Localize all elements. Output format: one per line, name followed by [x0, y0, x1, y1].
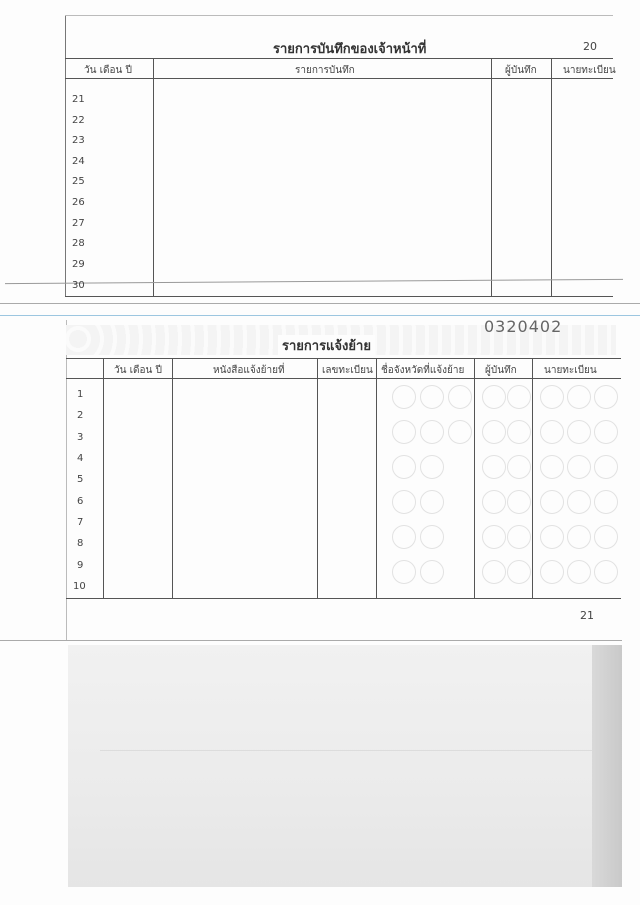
page2-col-divider-4	[376, 358, 377, 598]
scan-faint-line	[100, 750, 592, 751]
page2-header-date: วัน เดือน ปี	[114, 365, 162, 376]
page1-row-number: 25	[72, 176, 85, 187]
scan-shadow-edge	[592, 645, 622, 887]
page2-row-number: 6	[77, 496, 84, 507]
page1-col-divider-1	[153, 58, 154, 296]
page2-col-divider-3	[317, 358, 318, 598]
page2-header-reg-no: เลขทะเบียน	[322, 365, 373, 376]
page2-row-number: 1	[77, 389, 84, 400]
page1-header-date: วัน เดือน ปี	[84, 65, 132, 76]
page2-bottom-line	[66, 598, 621, 599]
page2-row-number: 2	[77, 410, 84, 421]
page2-page-number: 21	[580, 609, 594, 622]
scan-separator-line	[0, 303, 640, 304]
page1-row-number: 26	[72, 197, 85, 208]
page1-header-entry: รายการบันทึก	[295, 65, 355, 76]
page2-header-bottom-line	[66, 378, 621, 379]
page2-bottom-edge	[0, 640, 622, 641]
page2-serial-number: 0320402	[484, 317, 563, 336]
page1-row-number: 28	[72, 238, 85, 249]
scan-separator-line-blue	[0, 315, 640, 316]
page1-row-number: 30	[72, 280, 85, 291]
page1-row-number: 24	[72, 156, 85, 167]
page1-row-number: 23	[72, 135, 85, 146]
page1-row-number: 21	[72, 94, 85, 105]
page2-left-border	[66, 320, 67, 640]
scan-shadow-area	[68, 645, 621, 887]
page2-row-number: 10	[73, 581, 86, 592]
page1-header-recorder: ผู้บันทึก	[505, 65, 537, 76]
page1-row-number: 22	[72, 115, 85, 126]
page1-top-edge	[65, 15, 613, 16]
page2-row-number: 9	[77, 560, 84, 571]
page2-title: รายการแจ้งย้าย	[278, 335, 375, 356]
page1-header-registrar: นายทะเบียน	[563, 65, 616, 76]
page2-row-number: 5	[77, 474, 84, 485]
page2-row-number: 8	[77, 538, 84, 549]
page1-page-number: 20	[583, 40, 597, 53]
page2-col-divider-5	[474, 358, 475, 598]
page2-header-province: ชื่อจังหวัดที่แจ้งย้าย	[381, 365, 465, 376]
page1-col-divider-3	[551, 58, 552, 296]
page2-header-notice-no: หนังสือแจ้งย้ายที่	[213, 365, 285, 376]
page1-header-bottom-line	[65, 78, 613, 79]
page2-header-top-line	[66, 358, 621, 359]
page2-col-divider-1	[103, 358, 104, 598]
page1-row-number: 29	[72, 259, 85, 270]
page1-bottom-line	[65, 296, 613, 297]
page2-header-recorder: ผู้บันทึก	[485, 365, 517, 376]
page2-row-number: 7	[77, 517, 84, 528]
page2-row-number: 4	[77, 453, 84, 464]
page1-header-top-line	[65, 58, 613, 59]
page2-row-number: 3	[77, 432, 84, 443]
page2-col-divider-6	[532, 358, 533, 598]
page2-header-registrar: นายทะเบียน	[544, 365, 597, 376]
page2-col-divider-2	[172, 358, 173, 598]
page1-title: รายการบันทึกของเจ้าหน้าที่	[273, 42, 427, 57]
page1-row-number: 27	[72, 218, 85, 229]
page1-col-divider-2	[491, 58, 492, 296]
